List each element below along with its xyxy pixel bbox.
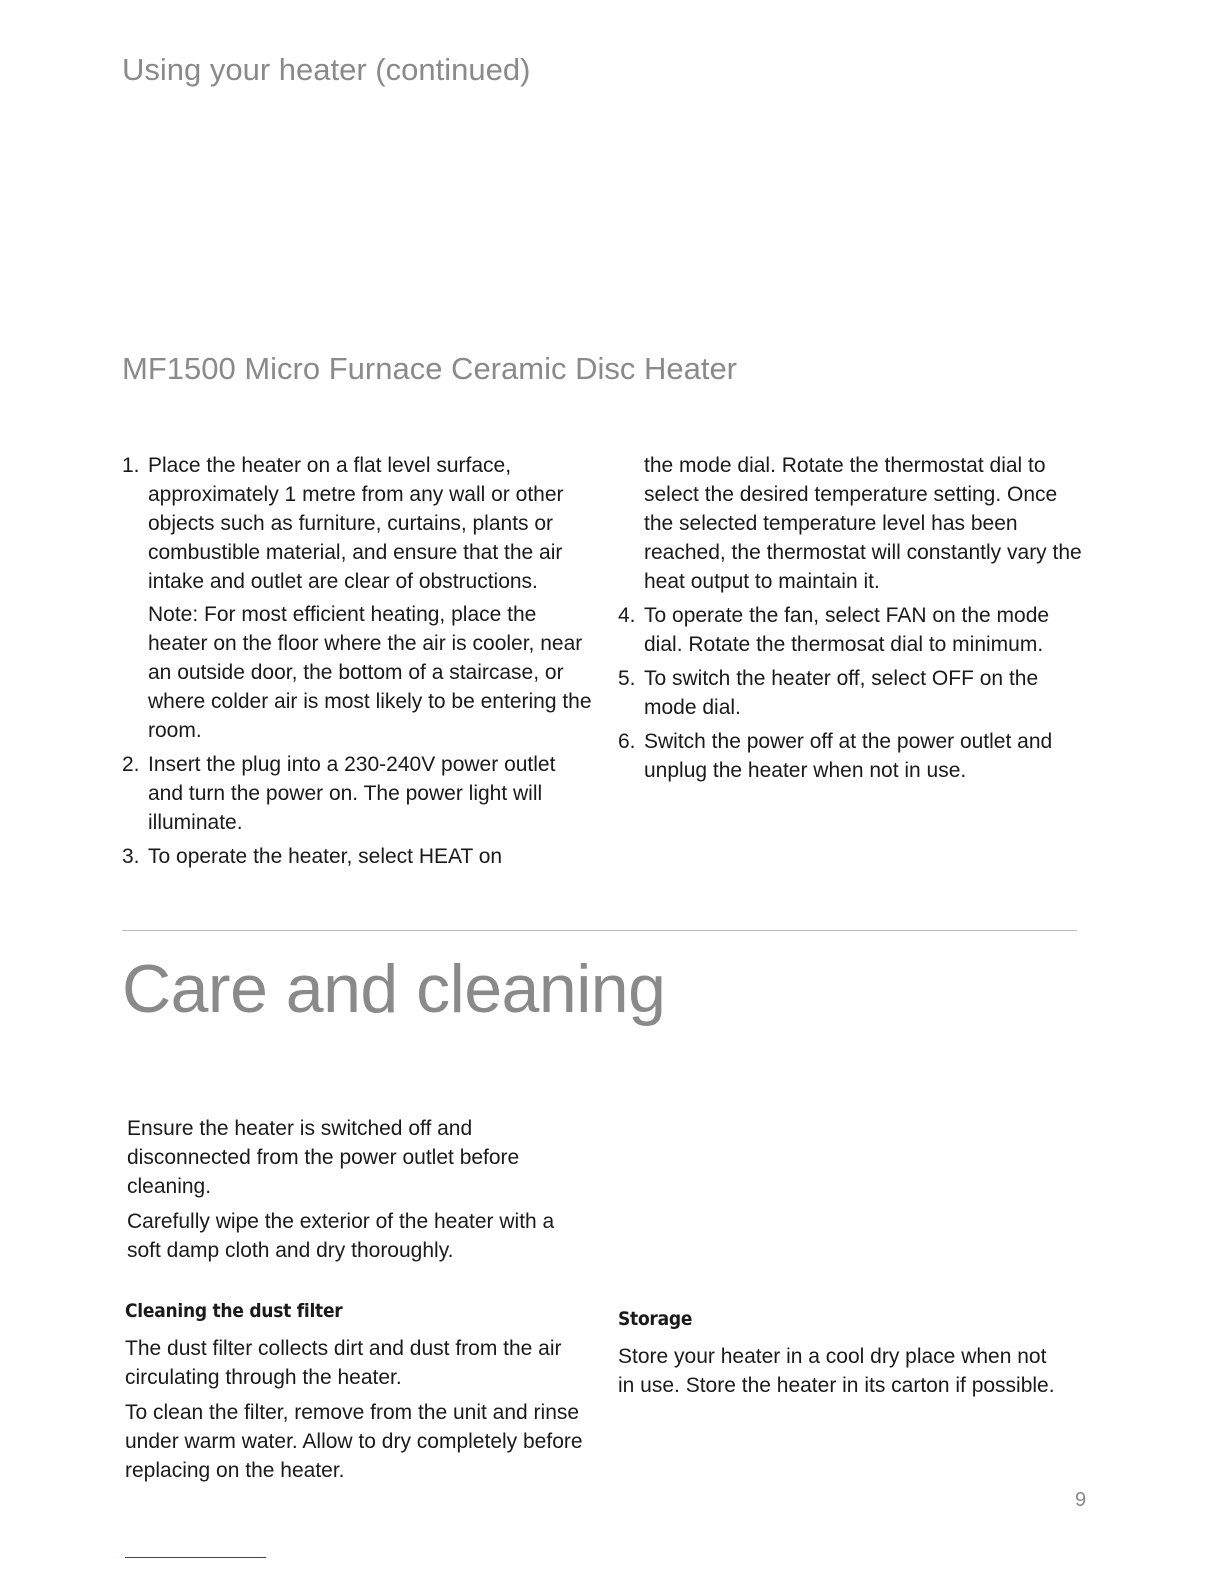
dust-filter-heading: Cleaning the dust filter — [125, 1300, 343, 1322]
storage-section — [618, 1304, 1058, 1406]
step-text: To operate the fan, select FAN on the mode dial. Rotate the thermosat dial to minimum. — [644, 604, 1050, 656]
step-number: 5. — [618, 667, 636, 690]
dust-filter-section — [125, 1296, 590, 1491]
step-3 — [122, 842, 592, 871]
storage-paragraph: Store your heater in a cool dry place when not in use. Store the heater in its carton if possible. — [618, 1345, 1055, 1397]
storage-heading: Storage — [618, 1308, 693, 1330]
steps-right-column — [618, 451, 1083, 790]
step-text: Place the heater on a flat level surface, approximately 1 metre from any wall or other objects such as furniture, curtains, plants or combustible material, and ensure that the air intake and outlet are clear of obstructions. — [148, 454, 564, 593]
section-title: Using your heater (continued) — [122, 52, 531, 87]
step-number: 4. — [618, 604, 636, 627]
care-intro-paragraph: Ensure the heater is switched off and disconnected from the power outlet before cleaning. — [127, 1117, 520, 1198]
step-text: Insert the plug into a 230-240V power outlet and turn the power on. The power light will illuminate. — [148, 753, 556, 834]
step-number: 6. — [618, 730, 636, 753]
care-title: Care and cleaning — [122, 951, 666, 1027]
step-text: To operate the heater, select HEAT on — [148, 845, 503, 868]
dust-filter-paragraph: To clean the filter, remove from the unit and rinse under warm water. Allow to dry completely before replacing on the heater. — [125, 1401, 583, 1482]
footer-link-underline — [125, 1557, 266, 1558]
step-1 — [122, 451, 592, 745]
product-title: MF1500 Micro Furnace Ceramic Disc Heater — [122, 351, 738, 386]
step-text: To switch the heater off, select OFF on the mode dial. — [644, 667, 1039, 719]
page-number: 9 — [1075, 1489, 1087, 1511]
section-divider — [122, 930, 1077, 931]
step-5 — [618, 664, 1083, 722]
steps-left-column — [122, 451, 592, 876]
step-4 — [618, 601, 1083, 659]
step-text: Switch the power off at the power outlet and unplug the heater when not in use. — [644, 730, 1053, 782]
step-6 — [618, 727, 1083, 785]
step-number: 3. — [122, 845, 140, 868]
care-intro — [127, 1114, 587, 1271]
step-3-continued: the mode dial. Rotate the thermostat dial to select the desired temperature setting. Once the selected temperature level has been reached, the thermostat will constantly vary the heat output to maintain it. — [644, 454, 1082, 593]
step-number: 2. — [122, 753, 140, 776]
step-number: 1. — [122, 454, 140, 477]
step-2 — [122, 750, 592, 837]
step-note: Note: For most efficient heating, place the heater on the floor where the air is cooler, near an outside door, the bottom of a staircase, or where colder air is most likely to be entering the room. — [148, 603, 592, 742]
dust-filter-paragraph: The dust filter collects dirt and dust from the air circulating through the heater. — [125, 1337, 562, 1389]
care-intro-paragraph: Carefully wipe the exterior of the heater with a soft damp cloth and dry thoroughly. — [127, 1210, 555, 1262]
